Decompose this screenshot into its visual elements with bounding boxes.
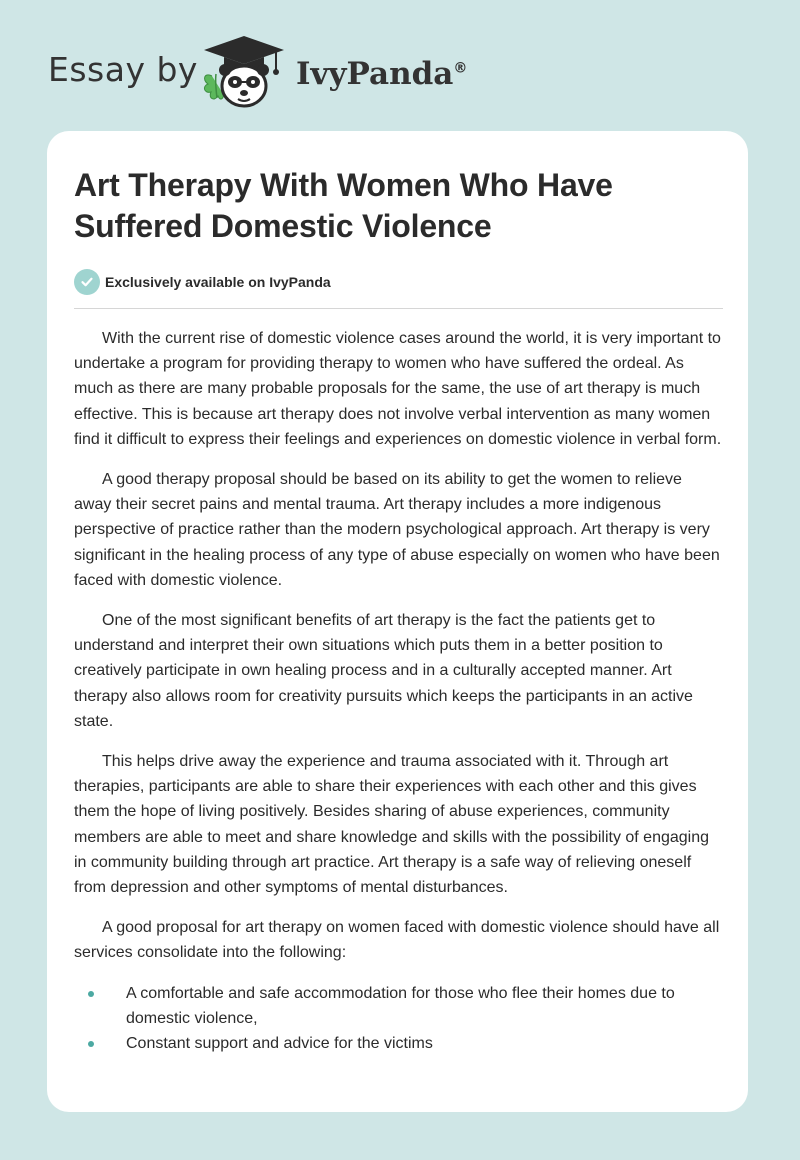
paragraph: This helps drive away the experience and trauma associated with it. Through art therapies, participants are able to share their experiences with each other and this gives them the hope of living positively. Besides sharing of abuse experiences, community members are able to meet and share knowledge and skills with the possibility of engaging in community building through art practice. Art therapy is a safe way of relieving oneself from depression and other symptoms of mental disturbances. — [74, 753, 710, 897]
exclusive-badge-label: Exclusively available on IvyPanda — [105, 274, 331, 290]
essay-body — [74, 326, 722, 1056]
check-circle-icon — [74, 269, 100, 295]
list-item — [74, 1031, 722, 1056]
paragraph: A good therapy proposal should be based on its ability to get the women to relieve away their secret pains and mental trauma. Art therapy includes a more indigenous perspective of practice rather than the modern psychological approach. Art therapy is very significant in the healing process of any type of abuse especially on women who have been faced with domestic violence. — [74, 471, 720, 589]
list-item-text: A comfortable and safe accommodation for those who flee their homes due to domestic violence, — [126, 984, 675, 1027]
essay-by-label: Essay by — [48, 50, 198, 89]
bullet-dot-icon — [88, 1041, 94, 1047]
brand-name[interactable] — [296, 56, 467, 92]
bullet-dot-icon — [88, 991, 94, 997]
list-item-text: Constant support and advice for the victims — [126, 1035, 433, 1053]
divider — [74, 308, 723, 309]
registered-mark: ® — [453, 60, 468, 77]
site-header — [0, 0, 800, 120]
essay-card — [47, 131, 748, 1112]
list-item — [74, 981, 722, 1031]
paragraph: A good proposal for art therapy on women faced with domestic violence should have all services consolidate into the following: — [74, 919, 720, 962]
paragraph: One of the most significant benefits of art therapy is the fact the patients get to understand and interpret their own situations which puts them in a better position to creatively participate in own healing process and in a culturally accepted manner. Art therapy also allows room for creativity pursuits which keeps the participants in an active state. — [74, 612, 693, 730]
essay-title: Art Therapy With Women Who Have Suffered Domestic Violence — [74, 167, 613, 244]
bullet-list — [74, 981, 722, 1057]
exclusive-badge — [74, 268, 722, 296]
brand-text[interactable]: IvyPanda — [296, 56, 454, 92]
paragraph: With the current rise of domestic violence cases around the world, it is very important to undertake a program for providing therapy to women who have suffered the ordeal. As much as there are many probable proposals for the same, the use of art therapy is much effective. This is because art therapy does not involve verbal intervention as many women find it difficult to express their feelings and experiences on domestic violence in verbal form. — [74, 330, 722, 448]
panda-logo-icon[interactable] — [198, 32, 290, 110]
